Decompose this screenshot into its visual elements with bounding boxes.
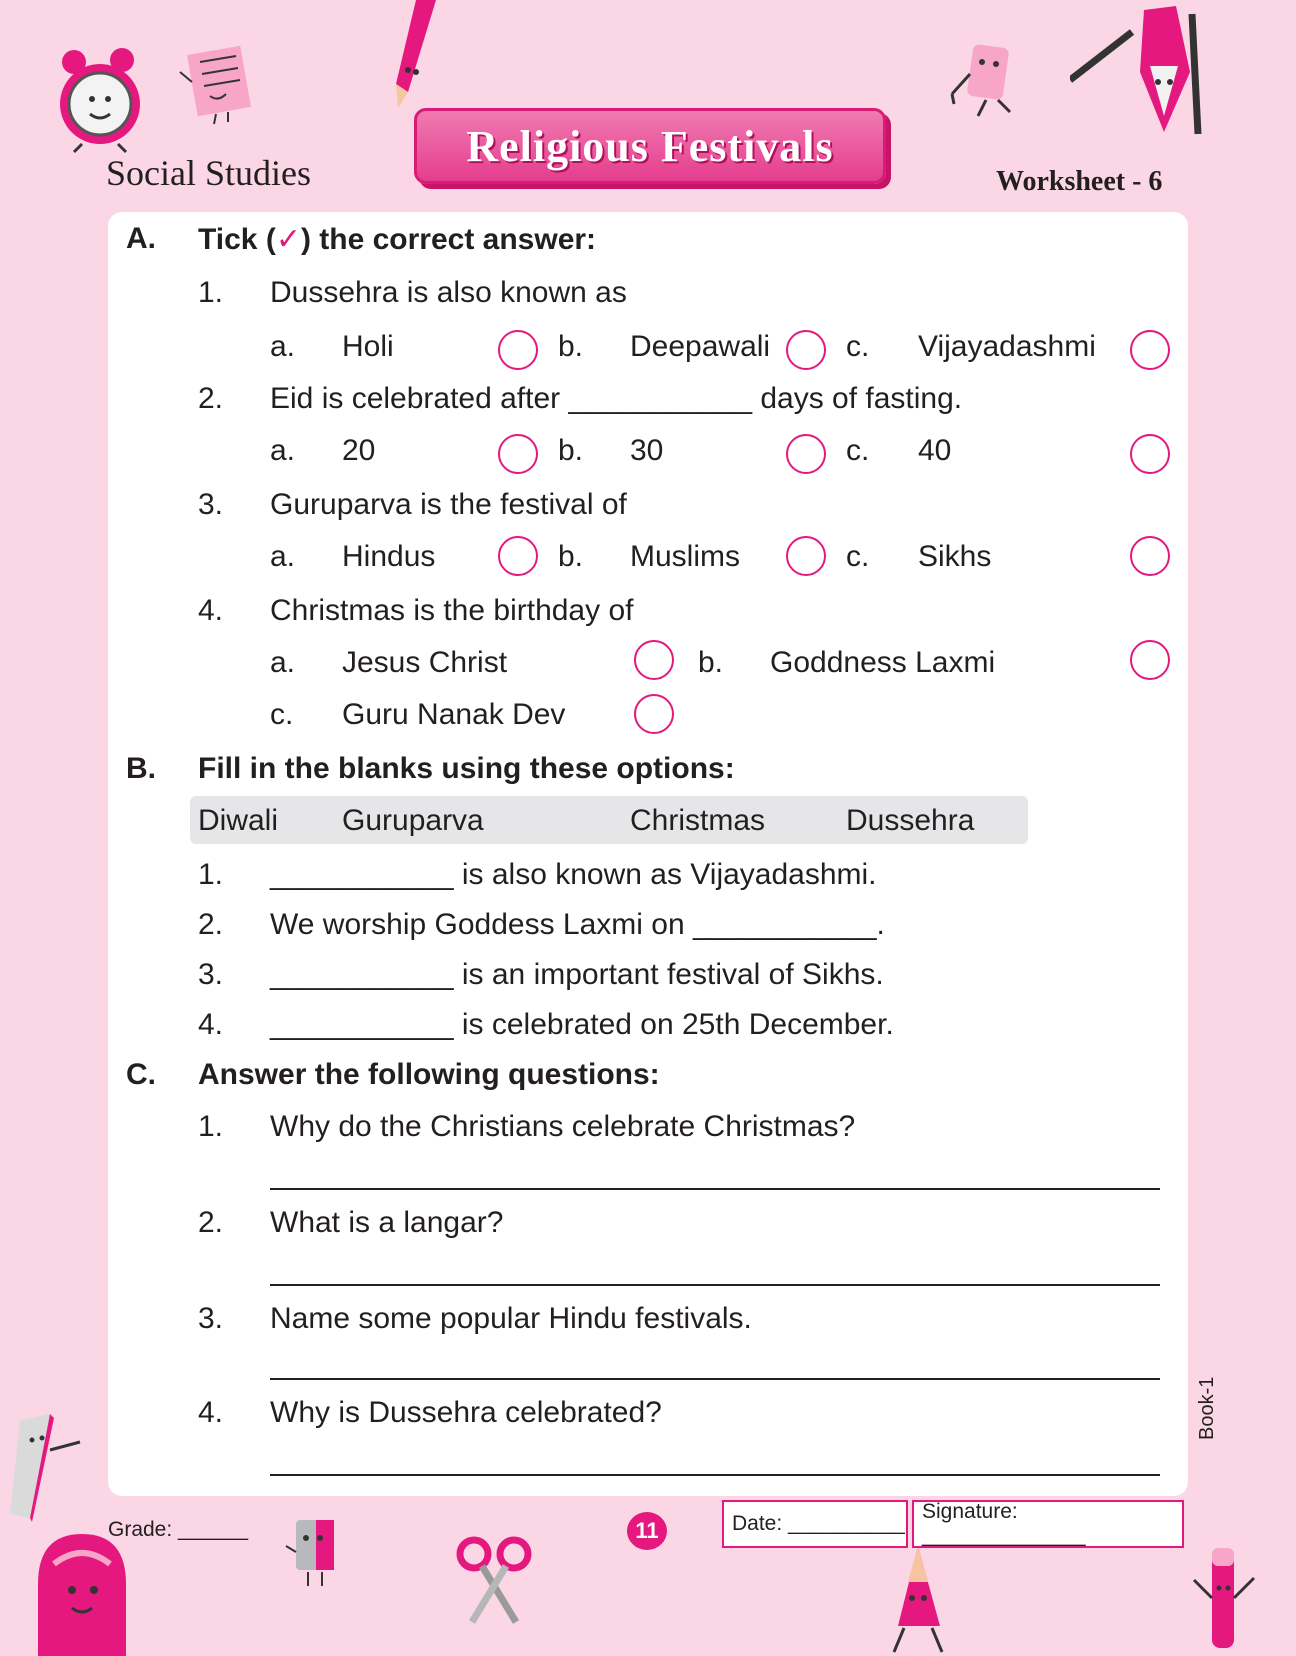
worksheet-number: Worksheet - 6 <box>996 166 1163 197</box>
option-letter: c. <box>846 330 870 363</box>
answer-circle[interactable] <box>634 694 674 734</box>
option-text: 40 <box>918 434 952 467</box>
scissors-icon <box>456 1536 532 1626</box>
word-option: Dussehra <box>846 804 975 837</box>
date-field[interactable]: Date: __________ <box>722 1500 908 1548</box>
section-c-letter: C. <box>126 1058 156 1091</box>
answer-line[interactable] <box>270 1378 1160 1380</box>
word-option: Diwali <box>198 804 279 837</box>
question-text: Why is Dussehra celebrated? <box>270 1396 662 1429</box>
bag-character-icon <box>18 1524 148 1656</box>
question-number: 2. <box>198 908 224 941</box>
question-text: Eid is celebrated after ___________ days of fasting. <box>270 382 963 415</box>
compass-character-icon <box>1070 6 1210 136</box>
option-text: Hindus <box>342 540 436 573</box>
option-text: 30 <box>630 434 664 467</box>
question-number: 1. <box>198 858 224 891</box>
question-number: 2. <box>198 1206 224 1239</box>
option-text: Jesus Christ <box>342 646 508 679</box>
question-text: Christmas is the birthday of <box>270 594 634 627</box>
section-a-letter: A. <box>126 222 156 255</box>
book-label: Book-1 <box>1196 1376 1218 1440</box>
word-option: Christmas <box>630 804 766 837</box>
option-letter: b. <box>558 330 584 363</box>
grade-field[interactable]: Grade: ______ <box>108 1518 249 1541</box>
option-letter: b. <box>558 434 584 467</box>
option-letter: c. <box>846 434 870 467</box>
fill-blank-question: ___________ is also known as Vijayadashmi. <box>270 858 877 891</box>
answer-circle[interactable] <box>498 330 538 370</box>
question-text: What is a langar? <box>270 1206 504 1239</box>
answer-line[interactable] <box>270 1474 1160 1476</box>
eraser-character-icon <box>946 44 1026 120</box>
question-text: Why do the Christians celebrate Christmas? <box>270 1110 856 1143</box>
answer-circle[interactable] <box>1130 536 1170 576</box>
option-letter: c. <box>270 698 294 731</box>
question-text: Dussehra is also known as <box>270 276 627 309</box>
answer-circle[interactable] <box>786 330 826 370</box>
pencil-icon <box>386 0 446 112</box>
question-text: Name some popular Hindu festivals. <box>270 1302 752 1335</box>
section-c-heading: Answer the following questions: <box>198 1058 660 1091</box>
fill-blank-question: We worship Goddess Laxmi on ___________. <box>270 908 885 941</box>
answer-circle[interactable] <box>1130 330 1170 370</box>
section-b-letter: B. <box>126 752 156 785</box>
tick-icon: ✓ <box>275 223 301 256</box>
pencil-character-icon <box>884 1546 954 1656</box>
option-text: Guru Nanak Dev <box>342 698 566 731</box>
answer-line[interactable] <box>270 1188 1160 1190</box>
option-letter: a. <box>270 540 296 573</box>
option-letter: b. <box>698 646 724 679</box>
answer-circle[interactable] <box>786 434 826 474</box>
option-text: Holi <box>342 330 394 363</box>
fill-blank-question: ___________ is an important festival of Sikhs. <box>270 958 884 991</box>
option-letter: b. <box>558 540 584 573</box>
worksheet-title-banner <box>414 108 886 184</box>
option-letter: a. <box>270 330 296 363</box>
question-number: 1. <box>198 276 224 309</box>
section-b-heading: Fill in the blanks using these options: <box>198 752 735 785</box>
answer-circle[interactable] <box>634 640 674 680</box>
option-text: Goddness Laxmi <box>770 646 996 679</box>
question-number: 3. <box>198 488 224 521</box>
answer-circle[interactable] <box>786 536 826 576</box>
question-number: 1. <box>198 1110 224 1143</box>
signature-field[interactable]: Signature: ______________ <box>912 1500 1184 1548</box>
answer-line[interactable] <box>270 1284 1160 1286</box>
option-text: Muslims <box>630 540 740 573</box>
answer-circle[interactable] <box>498 536 538 576</box>
sharpener-icon <box>280 1516 350 1590</box>
alarm-clock-icon <box>52 44 152 154</box>
question-number: 4. <box>198 1008 224 1041</box>
option-text: 20 <box>342 434 376 467</box>
option-letter: a. <box>270 646 296 679</box>
subject-label: Social Studies <box>106 153 311 193</box>
fill-blank-question: ___________ is celebrated on 25th December. <box>270 1008 894 1041</box>
pen-character-icon <box>1190 1540 1260 1656</box>
question-number: 2. <box>198 382 224 415</box>
option-text: Sikhs <box>918 540 992 573</box>
question-number: 3. <box>198 958 224 991</box>
answer-circle[interactable] <box>498 434 538 474</box>
answer-circle[interactable] <box>1130 640 1170 680</box>
option-text: Deepawali <box>630 330 771 363</box>
option-letter: c. <box>846 540 870 573</box>
question-number: 3. <box>198 1302 224 1335</box>
question-number: 4. <box>198 1396 224 1429</box>
option-letter: a. <box>270 434 296 467</box>
section-a-heading: Tick (✓) the correct answer: <box>198 223 597 256</box>
notepad-icon <box>176 42 262 126</box>
answer-circle[interactable] <box>1130 434 1170 474</box>
option-text: Vijayadashmi <box>918 330 1096 363</box>
ruler-character-icon <box>10 1410 90 1530</box>
question-text: Guruparva is the festival of <box>270 488 627 521</box>
question-number: 4. <box>198 594 224 627</box>
word-option: Guruparva <box>342 804 484 837</box>
page-number: 11 <box>627 1512 667 1550</box>
worksheet-title: Religious Festivals <box>466 121 834 171</box>
